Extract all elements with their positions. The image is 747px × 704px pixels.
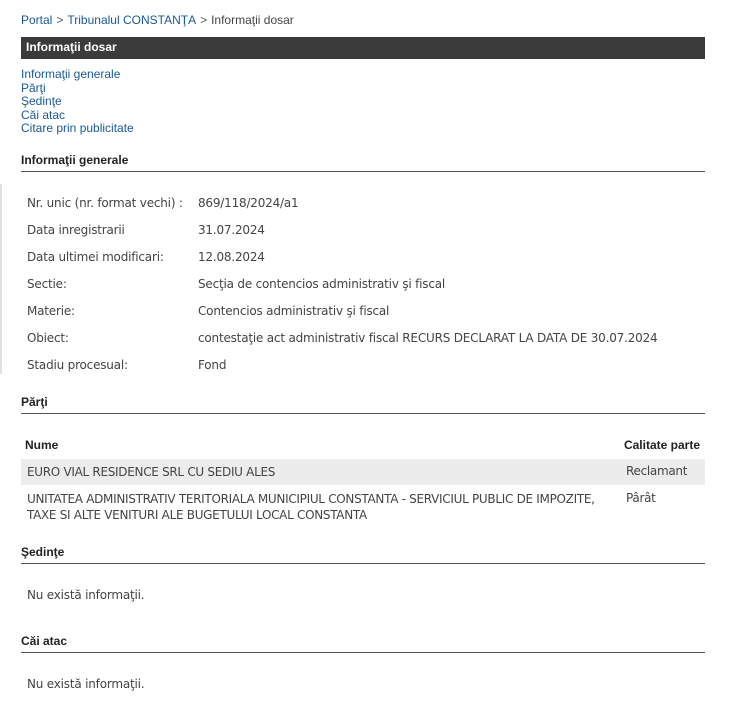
parties-table-header [25,438,705,452]
column-header-name: Nume [25,438,59,452]
info-label: Obiect: [27,331,69,345]
breadcrumb-current: Informaţii dosar [211,13,294,27]
party-quality: Reclamant [626,464,688,478]
appeals-empty-message: Nu există informaţii. [27,677,145,691]
party-quality: Pârât [626,491,656,505]
info-label: Data ultimei modificari: [27,250,164,264]
table-of-contents [21,68,134,136]
section-header-parties: Părţi [21,395,705,414]
breadcrumb-portal-link[interactable]: Portal [21,13,53,27]
section-header-general-info: Informaţii generale [21,153,705,172]
info-value: Contencios administrativ şi fiscal [198,304,390,318]
info-label: Sectie: [27,277,67,291]
toc-link-public-summons[interactable]: Citare prin publicitate [21,121,134,135]
section-header-hearings: Şedinţe [21,545,705,564]
toc-link-hearings[interactable]: Şedinţe [21,94,62,108]
info-label: Stadiu procesual: [27,358,128,372]
table-row [21,459,705,485]
section-left-border [0,184,2,374]
page-title: Informaţii dosar [21,37,705,59]
breadcrumb-separator: > [200,13,208,27]
party-name: EURO VIAL RESIDENCE SRL CU SEDIU ALES [27,465,276,479]
party-name: UNITATEA ADMINISTRATIV TERITORIALA MUNICIPIUL CONSTANTA - SERVICIUL PUBLIC DE IMPOZITE, TAXE SI ALTE VENITURI ALE BUGETULUI LOCAL CONSTANTA [27,492,595,522]
toc-link-parties[interactable]: Părţi [21,80,46,95]
info-label: Data inregistrarii [27,223,125,237]
toc-link-appeals[interactable]: Căi atac [21,107,66,122]
table-row [21,487,705,525]
toc-link-general-info[interactable]: Informaţii generale [21,67,121,81]
info-value: Fond [198,358,227,372]
info-value: contestaţie act administrativ fiscal RECURS DECLARAT LA DATA DE 30.07.2024 [198,331,658,345]
column-header-quality: Calitate parte [623,438,700,452]
info-value: 12.08.2024 [198,250,265,264]
breadcrumb [21,13,294,27]
section-header-appeals: Căi atac [21,634,705,653]
info-value: Secţia de contencios administrativ şi fiscal [198,277,446,291]
breadcrumb-tribunal-link[interactable]: Tribunalul CONSTANŢA [67,13,197,27]
info-value: 869/118/2024/a1 [198,196,299,210]
info-label: Materie: [27,304,75,318]
info-label: Nr. unic (nr. format vechi) : [27,196,183,210]
breadcrumb-separator: > [56,13,64,27]
info-value: 31.07.2024 [198,223,265,237]
hearings-empty-message: Nu există informaţii. [27,588,145,602]
